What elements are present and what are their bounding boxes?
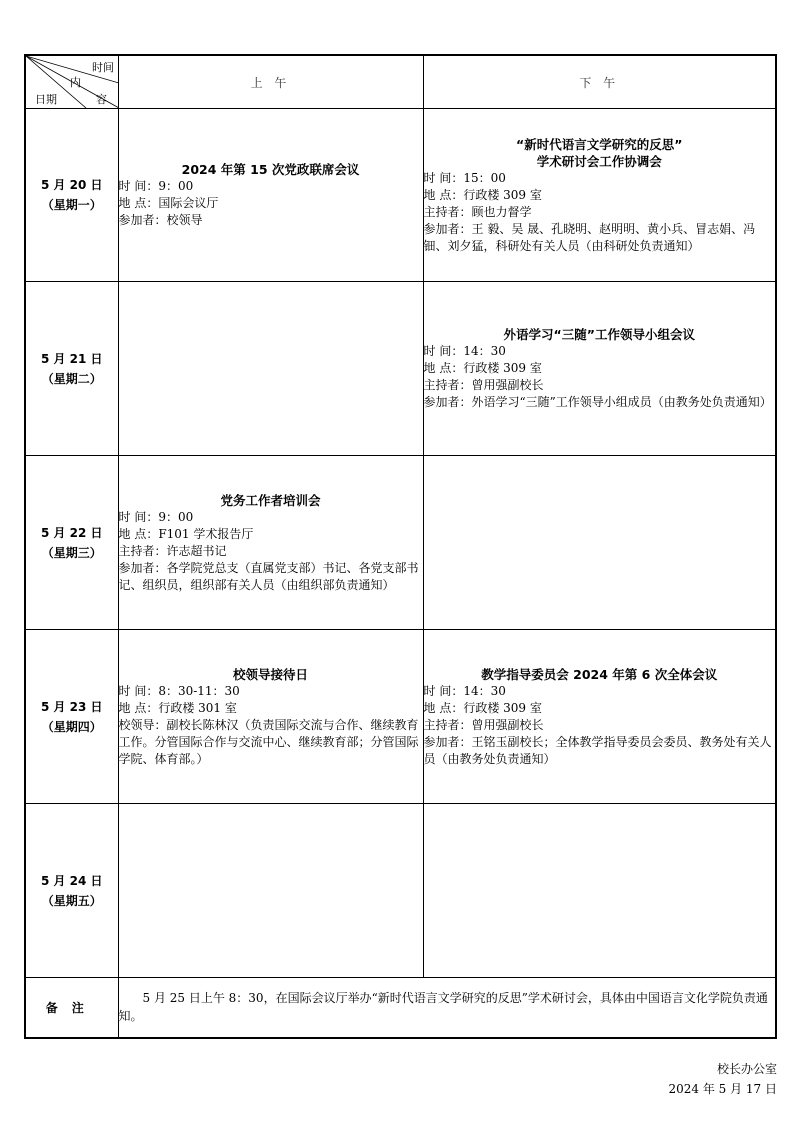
event-participants: 参加者：王铭玉副校长；全体教学指导委员会委员、教务处有关人员（由教务处负责通知） xyxy=(423,734,772,766)
event-participants: 参加者：外语学习“三随”工作领导小组成员（由教务处负责通知） xyxy=(423,395,772,409)
afternoon-event-cell xyxy=(423,282,776,456)
date-cell xyxy=(25,282,118,456)
event-leader: 校领导：副校长陈林汉（负责国际交流与合作、继续教育工作。分管国际合作与交流中心、继续教育部；分管国际学院、体育部。） xyxy=(118,717,419,766)
date-label: 5 月 24 日 xyxy=(40,873,103,888)
morning-event-cell xyxy=(118,282,423,456)
event-title: 教学指导委员会 2024 年第 6 次全体会议 xyxy=(481,666,718,682)
corner-header-cell xyxy=(25,55,118,109)
event-location: 地 点：行政楼 309 室 xyxy=(423,361,542,375)
afternoon-event-cell xyxy=(423,804,776,978)
date-label: 5 月 20 日 xyxy=(40,178,103,192)
event-participants: 参加者：各学院党总支（直属党支部）书记、各党支部书记、组织员，组织部有关人员（由组织部负责通知） xyxy=(118,560,419,592)
date-cell xyxy=(25,456,118,630)
event-location: 地 点：行政楼 309 室 xyxy=(423,700,542,715)
corner-date-label: 日期 xyxy=(35,93,57,106)
event-host: 主持者：许志超书记 xyxy=(118,543,227,558)
event-participants: 参加者：校领导 xyxy=(118,213,203,227)
corner-rong-label: 容 xyxy=(96,93,107,106)
weekday-label: （星期三） xyxy=(41,545,102,560)
event-host: 主持者：曾用强副校长 xyxy=(423,378,544,392)
event-title: 外语学习“三随”工作领导小组会议 xyxy=(503,327,695,342)
event-location: 地 点：行政楼 301 室 xyxy=(118,700,237,715)
event-host: 主持者：顾也力督学 xyxy=(423,204,532,219)
event-location: 地 点：行政楼 309 室 xyxy=(423,187,542,202)
morning-event-cell xyxy=(118,456,423,630)
note-row xyxy=(25,978,776,1038)
event-time: 时 间：15：00 xyxy=(423,170,506,185)
event-host: 主持者：曾用强副校长 xyxy=(423,717,544,732)
event-participants: 参加者：王 毅、吴 晟、孔晓明、赵明明、黄小兵、冒志娟、冯 钿、刘夕猛，科研处有关人员（由科研处负责通知） xyxy=(423,221,756,253)
afternoon-event-cell xyxy=(423,456,776,630)
schedule-table xyxy=(24,54,777,1039)
event-time: 时 间：14：30 xyxy=(423,344,506,358)
date-cell xyxy=(25,630,118,804)
afternoon-event-cell xyxy=(423,630,776,804)
event-title: “新时代语言文学研究的反思” xyxy=(516,136,683,152)
event-time: 时 间：9：00 xyxy=(118,509,194,524)
morning-event-cell xyxy=(118,630,423,804)
day-row xyxy=(25,456,776,630)
morning-event-cell xyxy=(118,804,423,978)
note-label: 备注 xyxy=(25,978,118,1038)
event-location: 地 点：F101 学术报告厅 xyxy=(118,526,254,541)
day-row xyxy=(25,630,776,804)
event-title: 2024 年第 15 次党政联席会议 xyxy=(181,162,360,177)
afternoon-event-cell xyxy=(423,109,776,282)
corner-time-label: 时间 xyxy=(92,61,114,74)
date-label: 5 月 21 日 xyxy=(40,351,103,366)
day-row xyxy=(25,109,776,282)
morning-event-cell xyxy=(118,109,423,282)
event-time: 时 间：14：30 xyxy=(423,683,506,698)
footer-office: 校长办公室 xyxy=(716,1062,777,1076)
weekday-label: （星期五） xyxy=(41,893,102,908)
corner-nei-label: 内 xyxy=(70,76,81,89)
weekday-label: （星期二） xyxy=(41,371,102,386)
date-cell xyxy=(25,109,118,282)
morning-header: 上 午 xyxy=(118,55,423,109)
footer-date: 2024 年 5 月 17 日 xyxy=(668,1082,777,1096)
weekday-label: （星期一） xyxy=(41,198,102,212)
afternoon-header: 下 午 xyxy=(423,55,776,109)
event-location: 地 点：国际会议厅 xyxy=(118,196,219,210)
weekday-label: （星期四） xyxy=(41,719,102,734)
date-cell xyxy=(25,804,118,978)
event-title: 校领导接待日 xyxy=(232,666,308,682)
header-row xyxy=(25,55,776,109)
date-label: 5 月 23 日 xyxy=(40,699,103,714)
event-title-line2: 学术研讨会工作协调会 xyxy=(536,153,662,169)
event-title: 党务工作者培训会 xyxy=(220,492,321,508)
note-text: 5 月 25 日上午 8：30，在国际会议厅举办“新时代语言文学研究的反思”学术研讨会，具体由中国语言文化学院负责通知。 xyxy=(118,978,776,1038)
day-row xyxy=(25,804,776,978)
event-time: 时 间：8：30-11：30 xyxy=(118,683,240,698)
date-label: 5 月 22 日 xyxy=(40,525,103,540)
day-row xyxy=(25,282,776,456)
event-time: 时 间：9：00 xyxy=(118,179,194,193)
